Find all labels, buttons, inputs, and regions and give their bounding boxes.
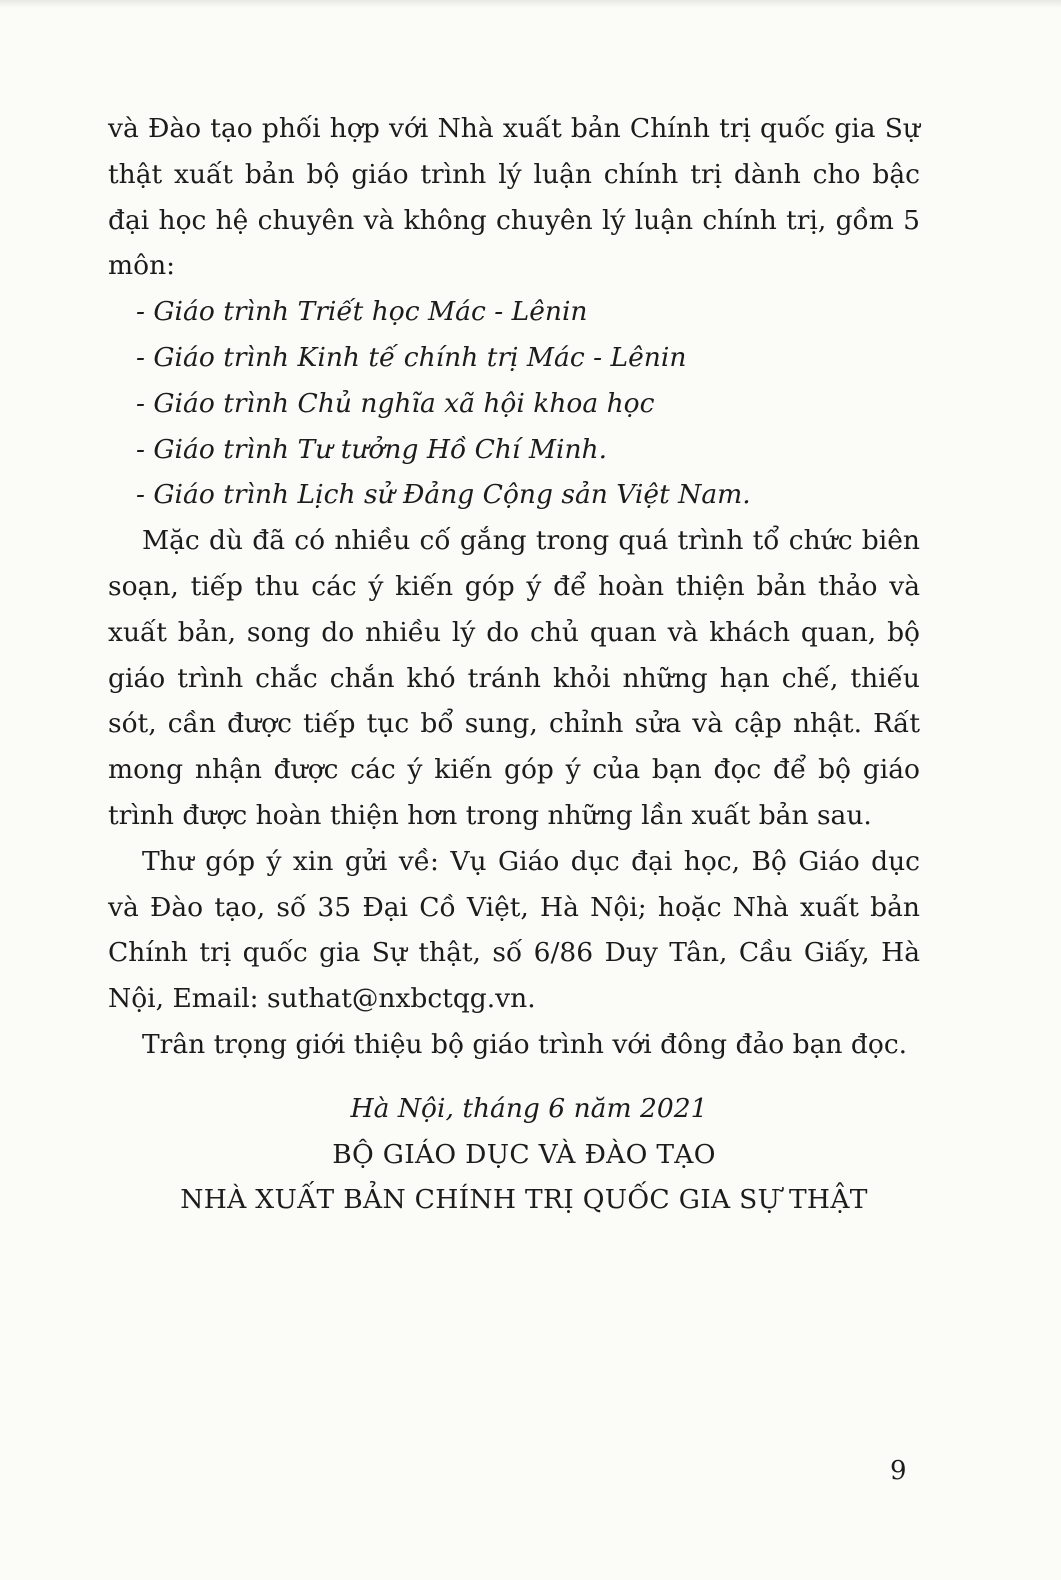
publisher-name: NHÀ XUẤT BẢN CHÍNH TRỊ QUỐC GIA SỰ THẬT: [180, 1184, 868, 1216]
intro-continuation-paragraph: và Đào tạo phối hợp với Nhà xuất bản Chính trị quốc gia Sự thật xuất bản bộ giáo trình lý luận chính trị dành cho bậc đại học hệ chuyên và không chuyên lý luận chính trị, gồm 5 môn:: [108, 113, 920, 282]
limitations-paragraph: Mặc dù đã có nhiều cố gắng trong quá trình tổ chức biên soạn, tiếp thu các ý kiến góp ý để hoàn thiện bản thảo và xuất bản, song do nhiều lý do chủ quan và khách quan, bộ giáo trình chắc chắn khó tránh khỏi những hạn chế, thiếu sót, cần được tiếp tục bổ sung, chỉnh sửa và cập nhật. Rất mong nhận được các ý kiến góp ý của bạn đọc để bộ giáo trình được hoàn thiện hơn trong những lần xuất bản sau.: [108, 525, 920, 831]
textbook-item: - Giáo trình Chủ nghĩa xã hội khoa học: [136, 387, 655, 419]
place-date: Hà Nội, tháng 6 năm 2021: [350, 1092, 708, 1124]
textbook-item: - Giáo trình Triết học Mác - Lênin: [136, 296, 588, 328]
contact-paragraph: Thư góp ý xin gửi về: Vụ Giáo dục đại học, Bộ Giáo dục và Đào tạo, số 35 Đại Cồ Việt, Hà Nội; hoặc Nhà xuất bản Chính trị quốc gia Sự thật, số 6/86 Duy Tân, Cầu Giấy, Hà Nội, Email: suthat@nxbctqg.vn.: [108, 845, 920, 1015]
signature-block: [108, 1086, 920, 1223]
page-number: 9: [890, 1456, 907, 1486]
page-top-edge: [0, 0, 1061, 8]
page-body: [108, 106, 920, 1223]
textbook-list: [108, 289, 920, 518]
ministry-name: BỘ GIÁO DỤC VÀ ĐÀO TẠO: [332, 1138, 716, 1170]
textbook-item: - Giáo trình Kinh tế chính trị Mác - Lênin: [136, 341, 687, 373]
textbook-item: - Giáo trình Tư tưởng Hồ Chí Minh.: [136, 433, 607, 465]
closing-paragraph: Trân trọng giới thiệu bộ giáo trình với đông đảo bạn đọc.: [142, 1028, 908, 1060]
textbook-item: - Giáo trình Lịch sử Đảng Cộng sản Việt Nam.: [136, 479, 751, 511]
